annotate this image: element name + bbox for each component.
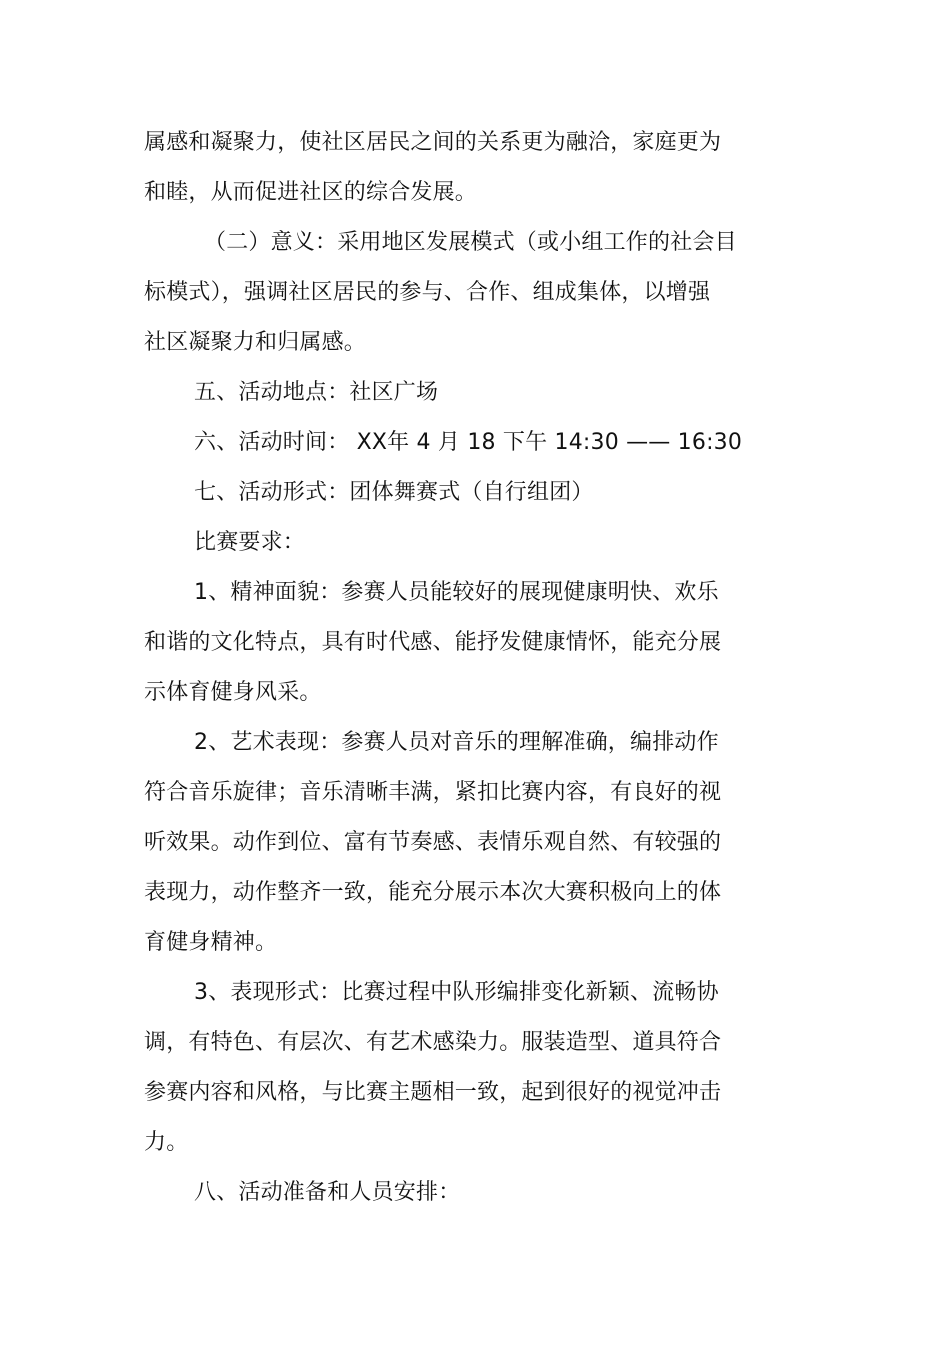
text-line-19: 调，有特色、有层次、有艺术感染力。服装造型、道具符合 [144,1030,722,1055]
text-line-18: 3、表现形式：比赛过程中队形编排变化新颖、流畅协 [194,980,719,1005]
text-line-14: 符合音乐旋律；音乐清晰丰满，紧扣比赛内容，有良好的视 [144,780,722,805]
text-line-13: 2、艺术表现：参赛人员对音乐的理解准确，编排动作 [194,730,719,755]
document-body [144,118,764,1218]
text-line-15: 听效果。动作到位、富有节奏感、表情乐观自然、有较强的 [144,830,722,855]
text-line-6: 五、活动地点：社区广场 [194,380,439,405]
text-line-2: 和睦，从而促进社区的综合发展。 [144,180,478,205]
text-line-17: 育健身精神。 [144,930,278,955]
text-line-3: （二）意义：采用地区发展模式（或小组工作的社会目 [204,230,737,255]
text-line-7: 六、活动时间： XX年 4 月 18 下午 14:30 —— 16:30 [194,430,743,455]
text-line-10: 1、精神面貌：参赛人员能较好的展现健康明快、欢乐 [194,580,719,605]
text-line-9: 比赛要求： [194,530,306,555]
text-line-5: 社区凝聚力和归属感。 [144,330,367,355]
text-line-8: 七、活动形式：团体舞赛式（自行组团） [194,480,594,505]
text-line-22: 八、活动准备和人员安排： [194,1180,461,1205]
text-line-20: 参赛内容和风格，与比赛主题相一致，起到很好的视觉冲击 [144,1080,722,1105]
text-line-11: 和谐的文化特点，具有时代感、能抒发健康情怀，能充分展 [144,630,722,655]
text-line-12: 示体育健身风采。 [144,680,322,705]
text-line-21: 力。 [144,1130,189,1155]
text-line-1: 属感和凝聚力，使社区居民之间的关系更为融洽，家庭更为 [144,130,722,155]
text-line-4: 标模式），强调社区居民的参与、合作、组成集体，以增强 [144,280,711,305]
text-line-16: 表现力，动作整齐一致，能充分展示本次大赛积极向上的体 [144,880,722,905]
